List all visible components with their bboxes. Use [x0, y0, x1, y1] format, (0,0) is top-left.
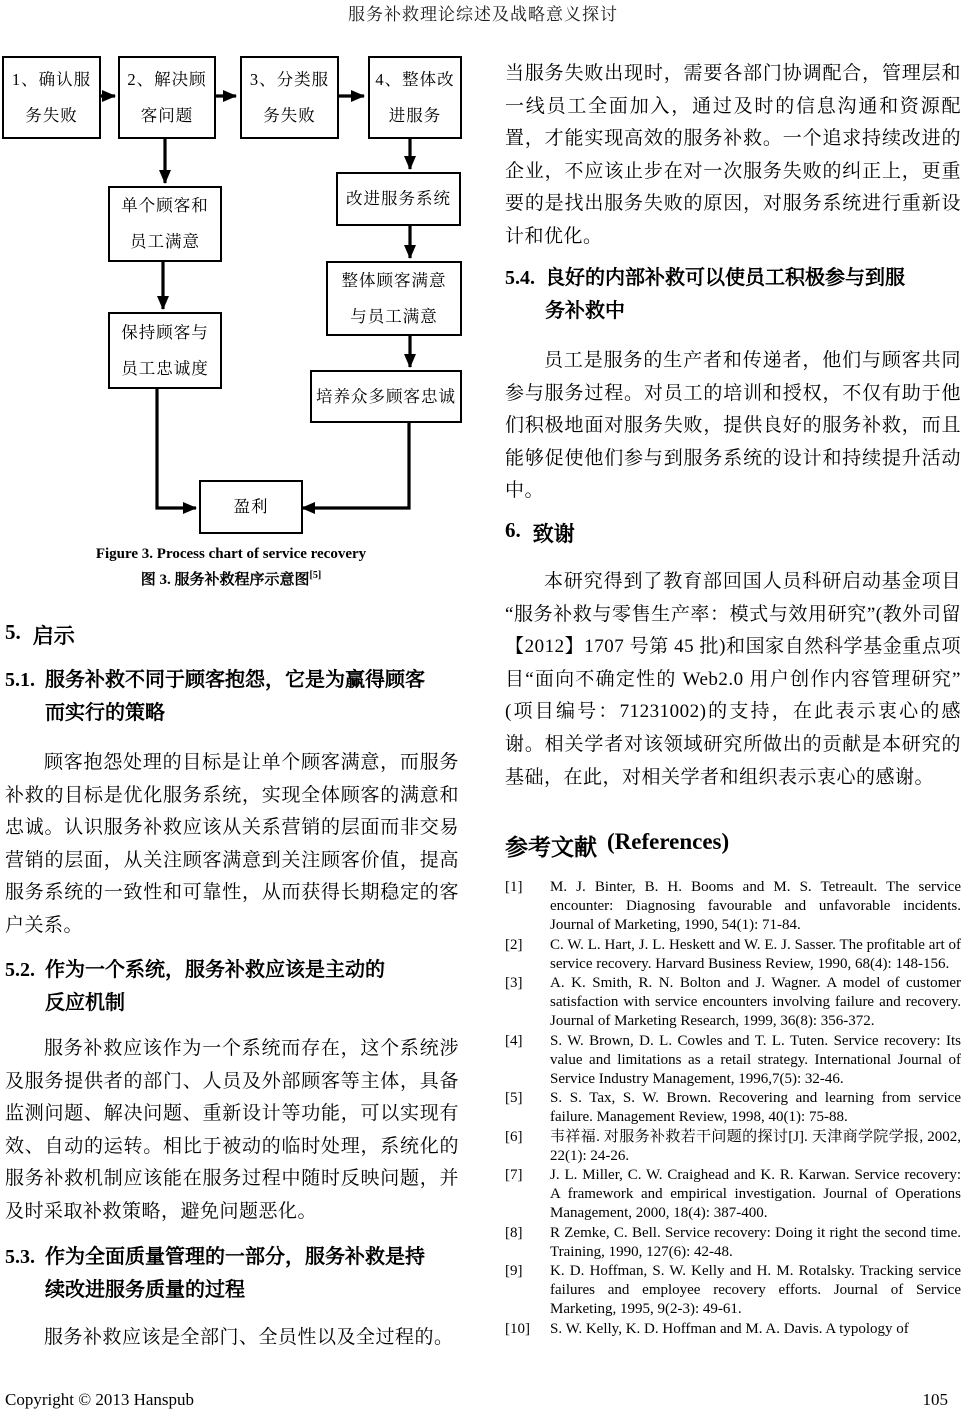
reference-text: J. L. Miller, C. W. Craighead and K. R. Karwan. Service recovery: A framework and empirical investigation. Journal of Operations Management, 2000, 18(4): 387-400. [550, 1167, 961, 1222]
reference-number: [8] [505, 1224, 523, 1241]
paragraph-5-3: 服务补救应该是全部门、全员性以及全过程的。 [44, 1327, 454, 1348]
paragraph-acknowledgement: 本研究得到了教育部回国人员科研启动基金项目“服务补救与零售生产率：模式与效用研究”(教外司留【2012】1707 号第 45 批)和国家自然科学基金重点项目“面向不确定性的 Web2.0 用户创作内容管理研究”(项目编号：71231002)的支持，在此表示衷心的感谢。相关学者对该领域研究所做出的贡献是本研究的基础，在此，对相关学者和组织表示衷心的感谢。 [505, 571, 961, 788]
reference-item [505, 936, 961, 974]
figure-caption-zh: 图 3. 服务补救程序示意图[5] [140, 570, 322, 588]
footer-page-number: 105 [922, 1390, 948, 1409]
reference-number: [9] [505, 1263, 523, 1280]
section-5-4-heading: 5.4. 良好的内部补救可以使员工积极参与到服 务补救中 [505, 267, 905, 322]
figure-caption-ref-mark: [5] [309, 570, 322, 581]
reference-text: S. W. Brown, D. L. Cowles and T. L. Tuten. Service recovery: Its value and limitations as a retail strategy. International Journal of Service Industry Management, 1996,7(5): 32-46. [550, 1032, 961, 1088]
figure-caption-en: Figure 3. Process chart of service recovery [95, 546, 367, 562]
flow-node-identify-failure: 1、确认服 务失败 [2, 56, 101, 139]
reference-text: K. D. Hoffman, S. W. Kelly and H. M. Rotalsky. Tracking service failures and employee recovery efforts. Journal of Service Marketing, 1995, 9(2-3): 49-61. [550, 1263, 961, 1318]
reference-number: [4] [505, 1032, 523, 1049]
references-heading: 参考文献 (References) [505, 829, 730, 860]
reference-item [505, 1166, 961, 1224]
reference-number: [6] [505, 1128, 523, 1145]
reference-number: [10] [505, 1320, 530, 1337]
reference-item [505, 1032, 961, 1090]
footer-copyright: Copyright © 2013 Hanspub [5, 1390, 195, 1409]
reference-text: R Zemke, C. Bell. Service recovery: Doing it right the second time. Training, 1990, 127(6): 42-48. [550, 1224, 961, 1260]
reference-text: C. W. L. Hart, J. L. Heskett and W. E. J. Sasser. The profitable art of service recovery. Harvard Business Review, 1990, 68(4): 148-156. [550, 936, 961, 972]
section-6-heading: 6. 致谢 [505, 518, 575, 546]
reference-text: 韦祥福. 对服务补救若干问题的探讨[J]. 天津商学院学报, 2002, 22(1): 24-26. [550, 1128, 961, 1164]
section-5-1-heading: 5.1. 服务补救不同于顾客抱怨，它是为赢得顾客 而实行的策略 [5, 669, 425, 724]
flow-node-overall-satisfaction: 整体顾客满意 与员工满意 [326, 261, 462, 336]
reference-item [505, 1262, 961, 1320]
flow-node-solve-problem: 2、解决顾 客问题 [118, 56, 216, 139]
flow-node-classify-failure: 3、分类服 务失败 [240, 56, 339, 139]
running-head-title: 服务补救理论综述及战略意义探讨 [348, 5, 618, 24]
paragraph-continued: 当服务失败出现时，需要各部门协调配合，管理层和一线员工全面加入，通过及时的信息沟通和资源配置，才能实现高效的服务补救。一个追求持续改进的企业，不应该止步在对一次服务失败的纠正上，更重要的是找出服务失败的原因，对服务系统进行重新设计和优化。 [505, 63, 961, 247]
reference-item [505, 1320, 961, 1339]
figure-3-flowchart [0, 56, 460, 534]
reference-item [505, 974, 961, 1032]
flow-node-cultivate-loyalty: 培养众多顾客忠诚 [310, 370, 462, 423]
section-5-heading: 5. 启示 [5, 620, 75, 648]
reference-text: A. K. Smith, R. N. Bolton and J. Wagner. A model of customer satisfaction with service encounters involving failure and recovery. Journal of Marketing Research, 1999, 36(8): 356-372. [550, 975, 961, 1030]
flow-node-individual-satisfaction: 单个顾客和 员工满意 [108, 186, 222, 262]
flow-node-improve-system: 改进服务系统 [336, 172, 461, 226]
paragraph-5-4: 员工是服务的生产者和传递者，他们与顾客共同参与服务过程。对员工的培训和授权，不仅有助于他们积极地面对服务失败，提供良好的服务补救，而且能够促使他们参与到服务系统的设计和持续提升活动中。 [505, 350, 961, 502]
reference-number: [5] [505, 1090, 523, 1107]
reference-text: S. W. Kelly, K. D. Hoffman and M. A. Davis. A typology of [550, 1320, 909, 1337]
reference-number: [2] [505, 936, 523, 953]
flow-node-keep-loyalty: 保持顾客与 员工忠诚度 [108, 312, 222, 389]
reference-item [505, 1089, 961, 1127]
paragraph-5-1: 顾客抱怨处理的目标是让单个顾客满意，而服务补救的目标是优化服务系统，实现全体顾客的满意和忠诚。认识服务补救应该从关系营销的层面而非交易营销的层面，从关注顾客满意到关注顾客价值，提高服务系统的一致性和可靠性，从而获得长期稳定的客户关系。 [5, 752, 459, 936]
reference-item [505, 1224, 961, 1262]
figure-caption [0, 544, 462, 591]
flow-node-profit: 盈利 [199, 480, 303, 534]
paragraph-5-2: 服务补救应该作为一个系统而存在，这个系统涉及服务提供者的部门、人员及外部顾客等主体，具备监测问题、解决问题、重新设计等功能，可以实现有效、自动的运转。相比于被动的临时处理，系统化的服务补救机制应该能在服务过程中随时反映问题，并及时采取补救策略，避免问题恶化。 [5, 1038, 459, 1222]
reference-item [505, 878, 961, 936]
reference-number: [1] [505, 879, 523, 895]
flow-node-improve-service: 4、整体改 进服务 [368, 56, 462, 139]
reference-item [505, 1128, 961, 1166]
reference-number: [3] [505, 975, 523, 992]
section-5-2-heading: 5.2. 作为一个系统，服务补救应该是主动的 反应机制 [5, 959, 385, 1014]
reference-number: [7] [505, 1167, 523, 1184]
reference-text: S. S. Tax, S. W. Brown. Recovering and learning from service failure. Management Review, 1998, 40(1): 75-88. [550, 1090, 961, 1126]
section-5-3-heading: 5.3. 作为全面质量管理的一部分，服务补救是持 续改进服务质量的过程 [5, 1246, 425, 1301]
reference-text: M. J. Binter, B. H. Booms and M. S. Tetreault. The service encounter: Diagnosing favourable and unfavorable incidents. Journal of Marketing, 1990, 54(1): 71-84. [550, 879, 961, 934]
references-list [505, 878, 961, 1339]
